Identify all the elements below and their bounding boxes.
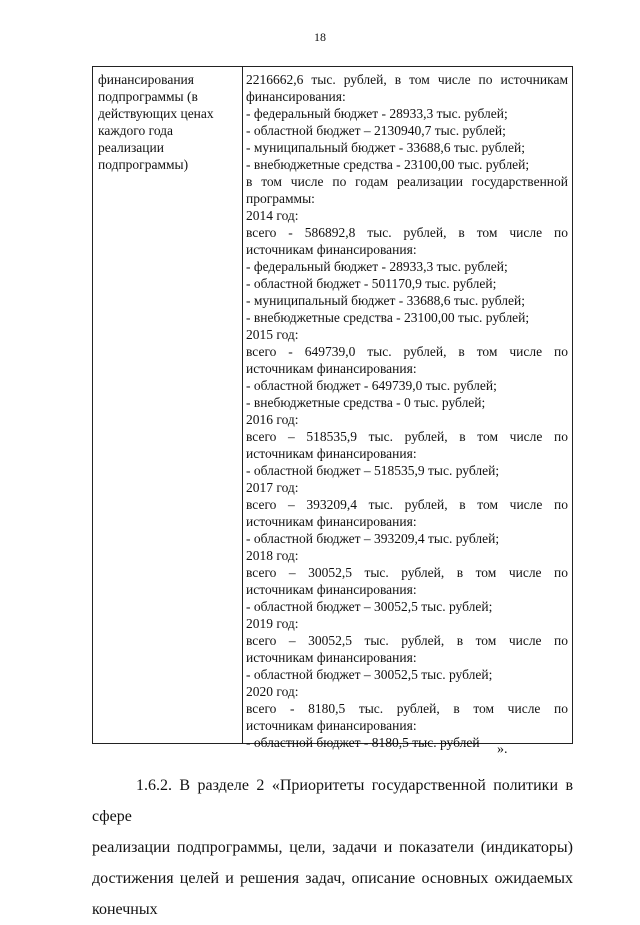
value-line: - областной бюджет – 518535,9 тыс. рублей; [246, 463, 500, 478]
value-line: - муниципальный бюджет - 33688,6 тыс. рублей; [246, 293, 525, 308]
value-line: источникам финансирования: [246, 514, 417, 529]
value-line: всего - 649739,0 тыс. рублей, в том числе по [246, 344, 568, 359]
value-line: - муниципальный бюджет - 33688,6 тыс. рублей; [246, 140, 525, 155]
financing-table [92, 66, 573, 750]
paragraph-line: достижения целей и решения задач, описание основных ожидаемых конечных [92, 870, 573, 918]
value-line: всего – 393209,4 тыс. рублей, в том числе по [246, 497, 568, 512]
value-line: 2018 год: [246, 548, 299, 563]
label-line: подпрограммы (в [98, 89, 198, 104]
value-line: в том числе по годам реализации государственной [246, 174, 568, 189]
value-line: - областной бюджет – 393209,4 тыс. рублей; [246, 531, 500, 546]
value-line: 2020 год: [246, 684, 299, 699]
value-line: - областной бюджет – 30052,5 тыс. рублей; [246, 599, 493, 614]
label-line: реализации [98, 140, 164, 155]
value-line: всего – 30052,5 тыс. рублей, в том числе по [246, 633, 568, 648]
body-paragraph [92, 770, 573, 925]
value-line: - областной бюджет - 8180,5 тыс. рублей [246, 735, 480, 750]
value-line: - областной бюджет - 501170,9 тыс. рублей; [246, 276, 497, 291]
value-line: источникам финансирования: [246, 650, 417, 665]
page-number: 18 [314, 30, 326, 44]
value-line: 2016 год: [246, 412, 299, 427]
value-line: источникам финансирования: [246, 718, 417, 733]
value-line: всего – 30052,5 тыс. рублей, в том числе по [246, 565, 568, 580]
value-line: программы: [246, 191, 315, 206]
value-line: - федеральный бюджет - 28933,3 тыс. рублей; [246, 106, 508, 121]
value-line: всего – 518535,9 тыс. рублей, в том числе по [246, 429, 568, 444]
column-divider [242, 67, 243, 743]
value-line: источникам финансирования: [246, 446, 417, 461]
label-line: финансирования [98, 72, 194, 87]
value-line: - областной бюджет – 30052,5 тыс. рублей; [246, 667, 493, 682]
value-line: источникам финансирования: [246, 582, 417, 597]
value-line: - внебюджетные средства - 23100,00 тыс. рублей; [246, 310, 530, 325]
value-line: - областной бюджет - 649739,0 тыс. рублей; [246, 378, 497, 393]
financing-label-cell [98, 71, 238, 173]
value-line: 2019 год: [246, 616, 299, 631]
closing-quote: ». [497, 742, 508, 757]
value-line: 2216662,6 тыс. рублей, в том числе по источникам [246, 72, 568, 87]
value-line: 2015 год: [246, 327, 299, 342]
value-line: - внебюджетные средства - 23100,00 тыс. рублей; [246, 157, 530, 172]
label-line: действующих ценах [98, 106, 214, 121]
value-line: - внебюджетные средства - 0 тыс. рублей; [246, 395, 486, 410]
value-line: 2014 год: [246, 208, 299, 223]
paragraph-line: 1.6.2. В разделе 2 «Приоритеты государственной политики в сфере [92, 777, 573, 825]
label-line: подпрограммы) [98, 157, 189, 172]
value-line: - федеральный бюджет - 28933,3 тыс. рублей; [246, 259, 508, 274]
financing-value-cell [246, 71, 568, 751]
value-line: финансирования: [246, 89, 346, 104]
value-line: источникам финансирования: [246, 242, 417, 257]
value-line: 2017 год: [246, 480, 299, 495]
paragraph-line: реализации подпрограммы, цели, задачи и показатели (индикаторы) [92, 839, 573, 856]
value-line: всего - 8180,5 тыс. рублей, в том числе по [246, 701, 568, 716]
label-line: каждого года [98, 123, 174, 138]
value-line: - областной бюджет – 2130940,7 тыс. рублей; [246, 123, 506, 138]
value-line: источникам финансирования: [246, 361, 417, 376]
value-line: всего - 586892,8 тыс. рублей, в том числе по [246, 225, 568, 240]
